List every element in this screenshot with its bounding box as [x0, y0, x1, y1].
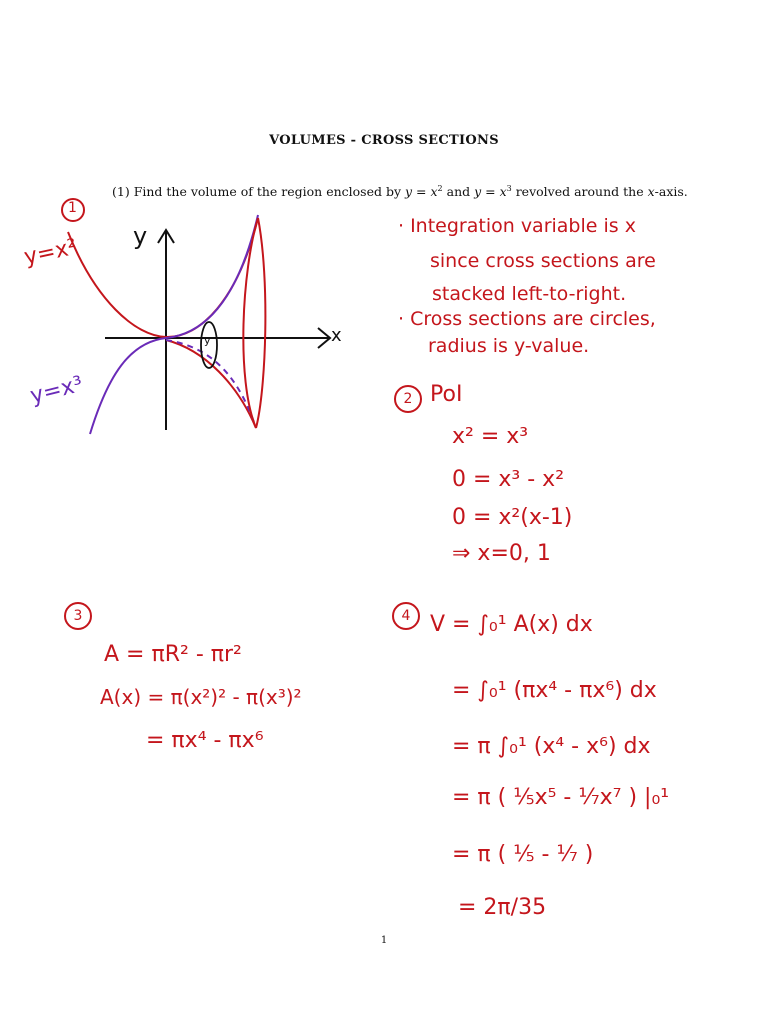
- step2-heading: PoI: [430, 382, 463, 407]
- step4-line-2: = ∫₀¹ (πx⁴ - πx⁶) dx: [452, 678, 657, 703]
- problem-xaxis: x: [647, 184, 655, 200]
- page-title: VOLUMES - CROSS SECTIONS: [269, 133, 499, 148]
- problem-eq2: =: [481, 184, 500, 200]
- step1-label: 1: [68, 200, 77, 216]
- problem-and: and: [442, 184, 475, 200]
- step2-line-3: 0 = x²(x-1): [452, 505, 573, 530]
- step3-line-2: A(x) = π(x²)² - π(x³)²: [100, 685, 302, 709]
- step2-circle: 2: [394, 385, 422, 413]
- note-line-3: stacked left-to-right.: [432, 283, 627, 305]
- note-line-5: radius is y-value.: [428, 335, 590, 357]
- step2-line-4: ⇒ x=0, 1: [452, 541, 551, 566]
- y-axis-label: y: [133, 222, 148, 250]
- radius-label: y: [204, 334, 211, 347]
- label-y-equals-x-squared: y=x²: [21, 234, 80, 271]
- curve-x-cubed: [90, 215, 258, 434]
- step4-line-4: = π ( ⅕x⁵ - ⅐x⁷ ) |₀¹: [452, 785, 670, 810]
- problem-exp2: 3: [506, 184, 512, 193]
- step3-circle: 3: [64, 602, 92, 630]
- note-line-2: since cross sections are: [430, 250, 656, 272]
- note-line-1: · Integration variable is x: [398, 215, 636, 237]
- step4-line-6: = 2π/35: [458, 895, 547, 920]
- step2-line-2: 0 = x³ - x²: [452, 467, 565, 492]
- step2-line-1: x² = x³: [452, 424, 529, 449]
- problem-y2: y: [474, 184, 482, 200]
- problem-text-3: -axis.: [654, 184, 688, 200]
- step3-line-3: = πx⁴ - πx⁶: [146, 728, 264, 753]
- step4-circle: 4: [392, 602, 420, 630]
- step4-line-1: V = ∫₀¹ A(x) dx: [430, 612, 593, 637]
- problem-x1: x: [430, 184, 438, 200]
- problem-text-1: Find the volume of the region enclosed by: [133, 184, 405, 200]
- solid-right-edge-2: [256, 218, 265, 428]
- problem-eq1: =: [412, 184, 431, 200]
- note-line-4: · Cross sections are circles,: [398, 308, 656, 330]
- step4-line-5: = π ( ⅕ - ⅐ ): [452, 842, 594, 867]
- solid-right-edge: [243, 218, 258, 428]
- step4-line-3: = π ∫₀¹ (x⁴ - x⁶) dx: [452, 734, 651, 759]
- x-axis-label: x: [331, 325, 342, 346]
- step3-line-1: A = πR² - πr²: [104, 642, 242, 667]
- page-number: 1: [380, 935, 388, 946]
- curve-x-squared-reflected: [166, 340, 256, 428]
- problem-y1: y: [405, 184, 413, 200]
- curve-x-cubed-reflected: [166, 340, 255, 425]
- label-y-equals-x-cubed: y=x³: [27, 371, 86, 410]
- problem-text-2: revolved around the: [511, 184, 648, 200]
- problem-exp1: 2: [437, 184, 443, 193]
- problem-number: (1): [112, 184, 130, 200]
- problem-x2: x: [499, 184, 507, 200]
